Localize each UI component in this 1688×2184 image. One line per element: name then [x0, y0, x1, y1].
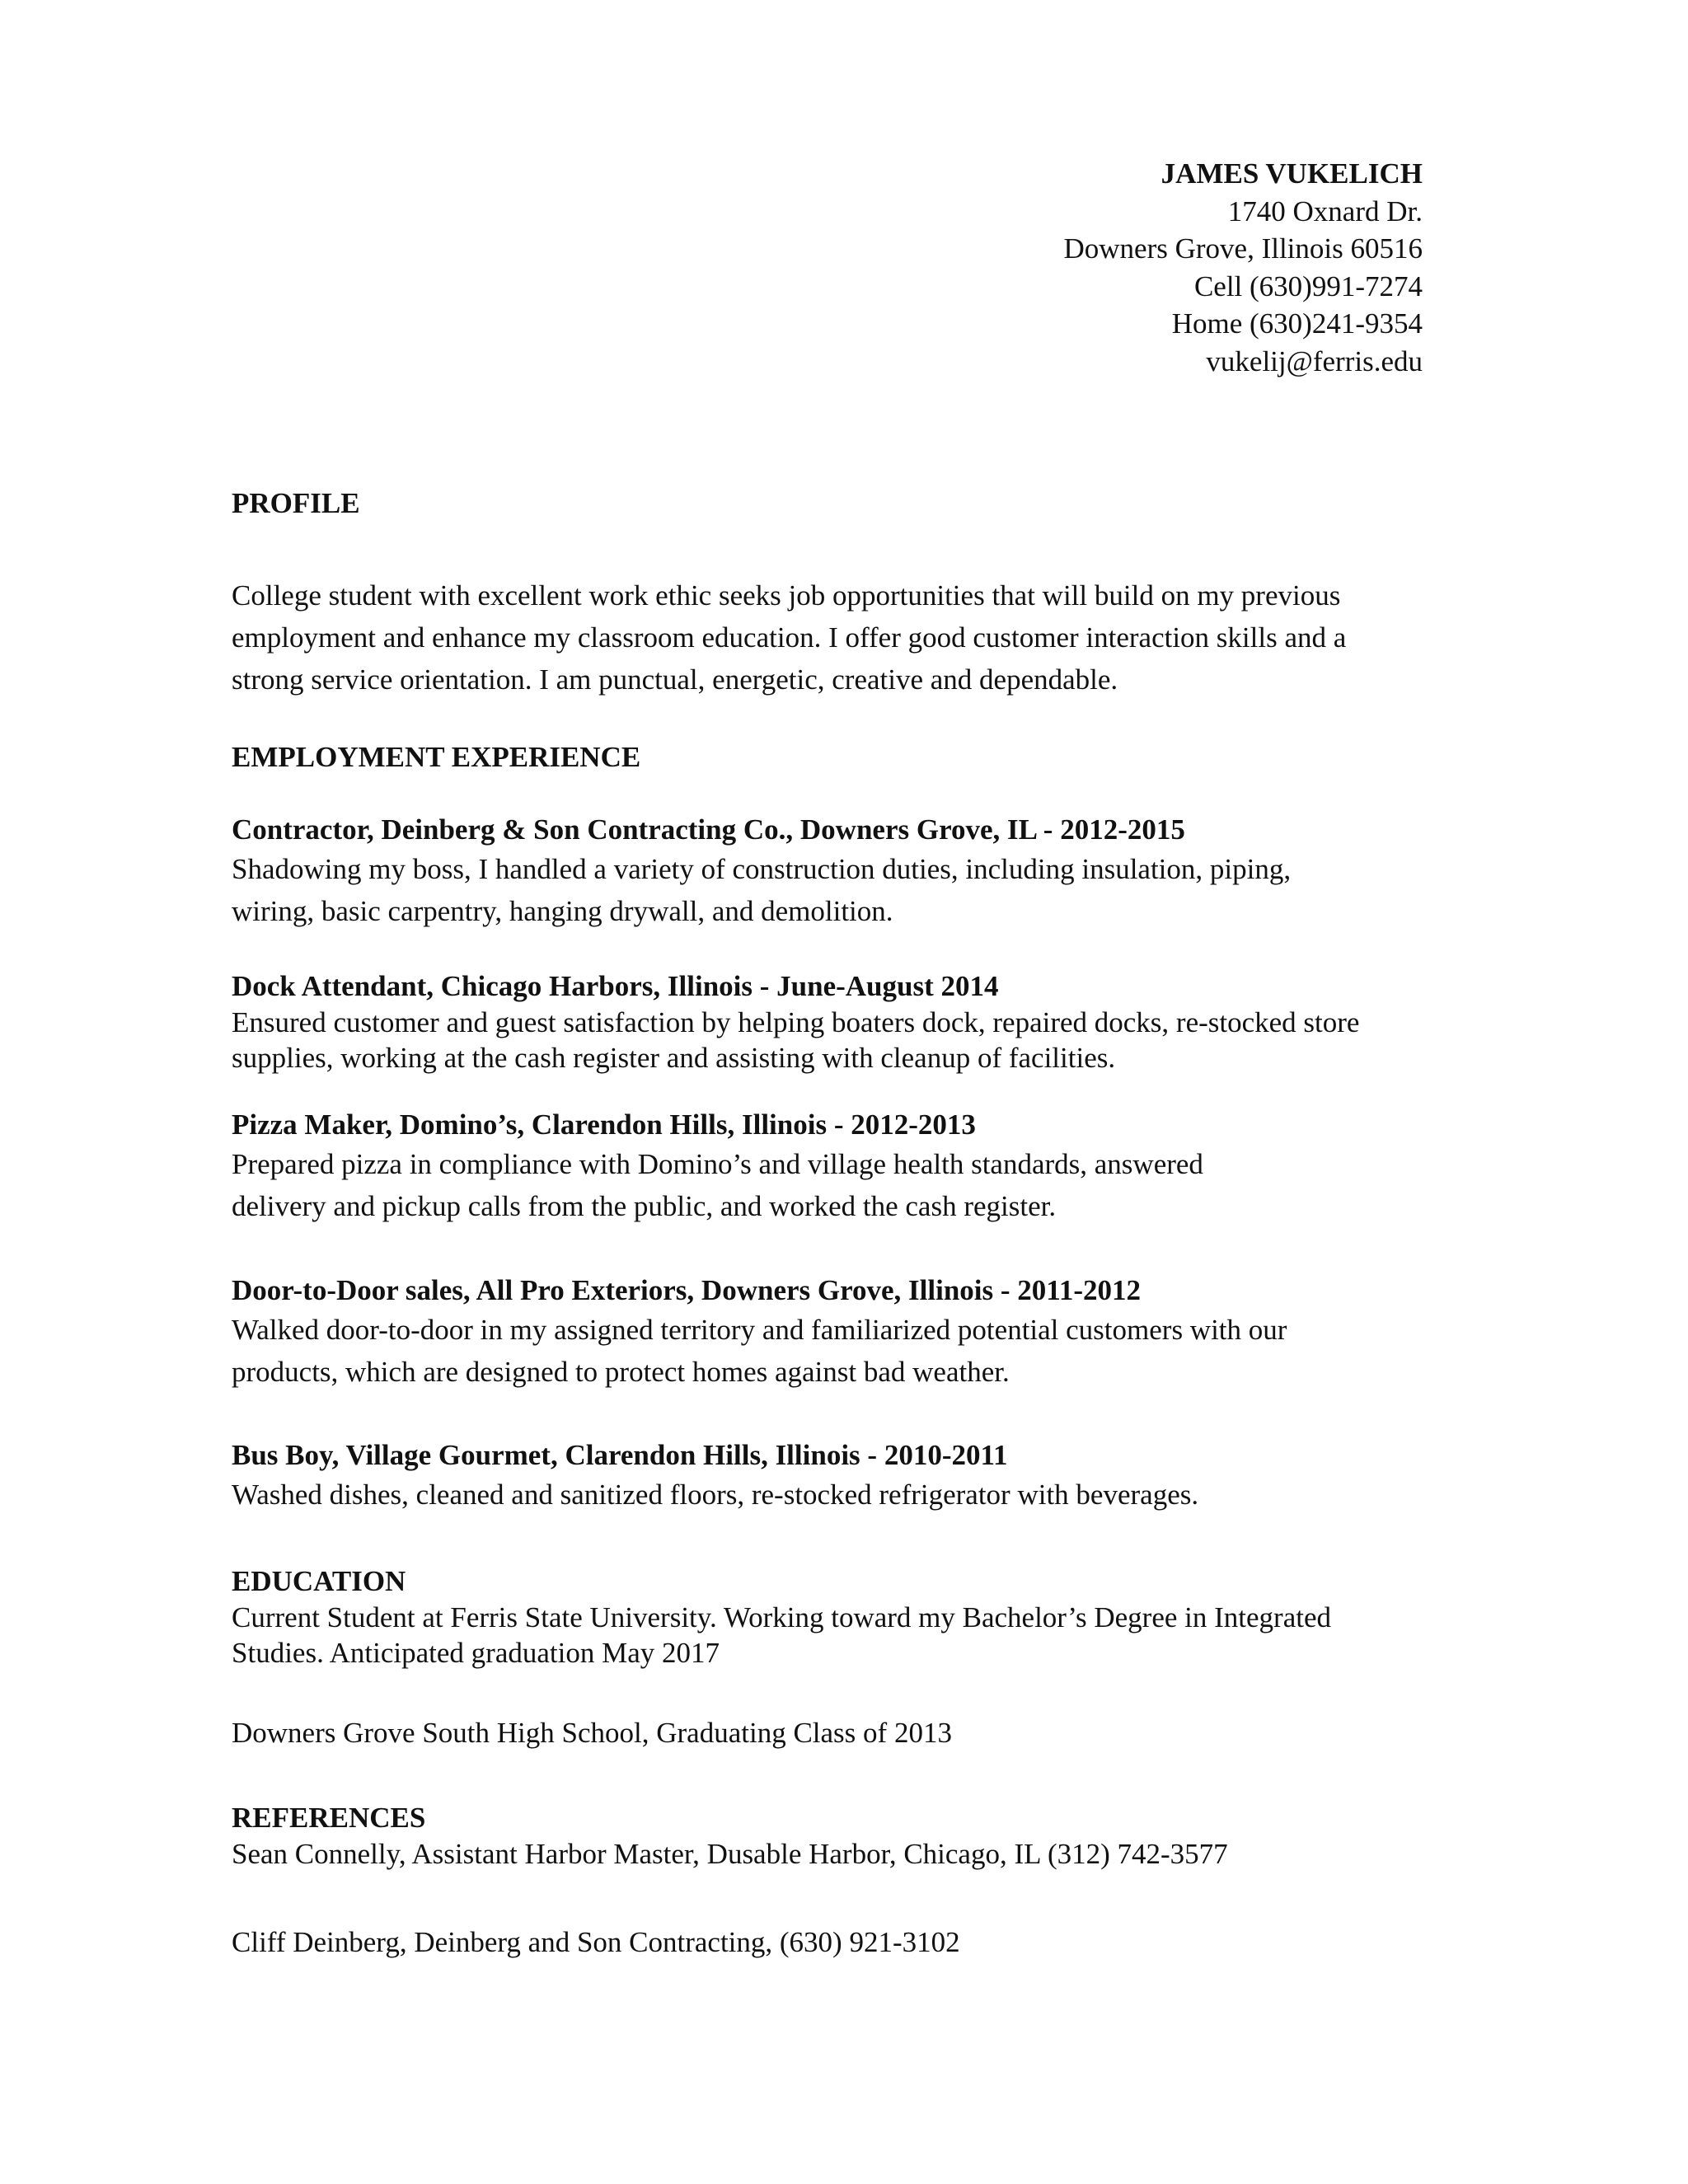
job-entry — [232, 1272, 1451, 1393]
job-line: wiring, basic carpentry, hanging drywall, and demolition. — [232, 895, 893, 927]
job-line: supplies, working at the cash register and assisting with cleanup of facilities. — [232, 1042, 1116, 1074]
education-heading: EDUCATION — [232, 1565, 406, 1597]
job-line: Washed dishes, cleaned and sanitized floors, re-stocked refrigerator with beverages. — [232, 1479, 1199, 1511]
job-line: Shadowing my boss, I handled a variety of construction duties, including insulation, piping, — [232, 853, 1292, 885]
references-heading: REFERENCES — [232, 1802, 426, 1834]
job-line: Ensured customer and guest satisfaction by helping boaters dock, repaired docks, re-stocked store — [232, 1006, 1360, 1038]
reference-item: Sean Connelly, Assistant Harbor Master, Dusable Harbor, Chicago, IL (312) 742-3577 — [232, 1838, 1228, 1870]
job-description — [232, 1474, 1451, 1516]
education-line: Studies. Anticipated graduation May 2017 — [232, 1637, 720, 1669]
job-description — [232, 1143, 1451, 1227]
job-entry — [232, 812, 1451, 932]
job-entry — [232, 968, 1451, 1076]
reference-item: Cliff Deinberg, Deinberg and Son Contracting, (630) 921-3102 — [232, 1926, 960, 1958]
job-entry — [232, 1107, 1451, 1227]
high-school-line: Downers Grove South High School, Graduating Class of 2013 — [232, 1717, 952, 1749]
job-line: products, which are designed to protect homes against bad weather. — [232, 1356, 1010, 1388]
job-description — [232, 1309, 1451, 1393]
education-line: Current Student at Ferris State University. Working toward my Bachelor’s Degree in Integrated — [232, 1601, 1331, 1633]
city-state-zip: Downers Grove, Illinois 60516 — [1063, 232, 1423, 265]
contact-block — [1063, 155, 1423, 380]
home-phone: Home (630)241-9354 — [1171, 307, 1423, 340]
profile-line: employment and enhance my classroom education. I offer good customer interaction skills and a — [232, 621, 1347, 654]
email-address: vukelij@ferris.edu — [1206, 344, 1423, 377]
job-title: Bus Boy, Village Gourmet, Clarendon Hills, Illinois - 2010-2011 — [232, 1439, 1008, 1471]
references-section — [232, 1800, 1451, 1872]
applicant-name: JAMES VUKELICH — [1160, 157, 1423, 190]
job-description — [232, 1005, 1451, 1076]
job-title: Pizza Maker, Domino’s, Clarendon Hills, Illinois - 2012-2013 — [232, 1108, 976, 1141]
profile-section — [232, 485, 1451, 522]
high-school — [232, 1715, 1451, 1750]
job-title: Door-to-Door sales, All Pro Exteriors, Downers Grove, Illinois - 2011-2012 — [232, 1274, 1142, 1306]
profile-text — [232, 574, 1451, 701]
job-line: Prepared pizza in compliance with Domino’s and village health standards, answered — [232, 1148, 1203, 1180]
profile-line: College student with excellent work ethic seeks job opportunities that will build on my previous — [232, 579, 1341, 612]
profile-heading: PROFILE — [232, 487, 360, 519]
employment-section — [232, 739, 1451, 776]
job-title: Dock Attendant, Chicago Harbors, Illinois - June-August 2014 — [232, 970, 999, 1002]
street-address: 1740 Oxnard Dr. — [1227, 194, 1423, 227]
job-line: delivery and pickup calls from the public, and worked the cash register. — [232, 1190, 1057, 1222]
education-section — [232, 1563, 1451, 1671]
employment-heading: EMPLOYMENT EXPERIENCE — [232, 741, 641, 773]
job-entry — [232, 1437, 1451, 1516]
reference-entry — [232, 1924, 1451, 1960]
profile-line: strong service orientation. I am punctual, energetic, creative and dependable. — [232, 663, 1118, 696]
job-description — [232, 848, 1451, 932]
cell-phone: Cell (630)991-7274 — [1193, 269, 1423, 302]
job-line: Walked door-to-door in my assigned territory and familiarized potential customers with our — [232, 1314, 1287, 1346]
job-title: Contractor, Deinberg & Son Contracting Co., Downers Grove, IL - 2012-2015 — [232, 813, 1185, 846]
